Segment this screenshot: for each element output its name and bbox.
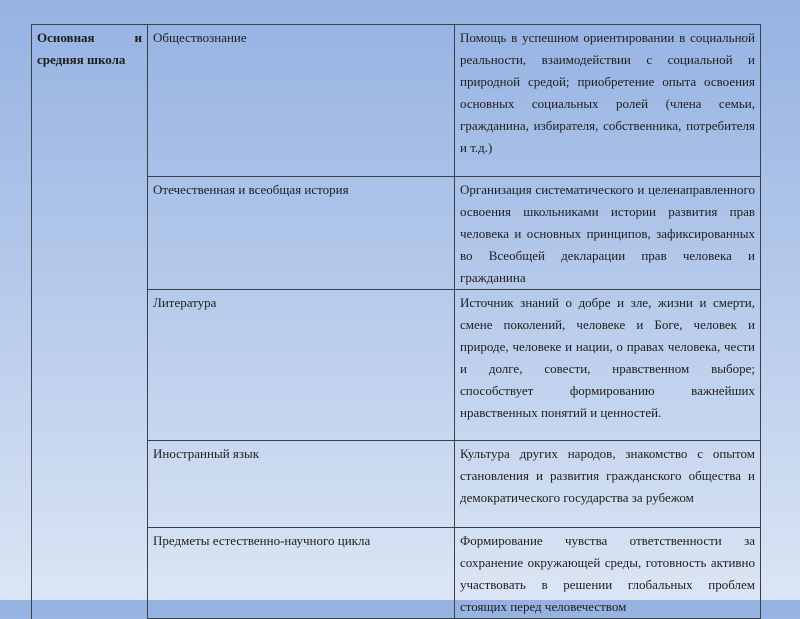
description-cell: Формирование чувства ответственности за сохранение окружающей среды, готовность активно участвовать в решении глобальных проблем стоящих перед человечеством (455, 528, 761, 619)
subject-cell: Предметы естественно-научного цикла (148, 528, 455, 619)
subject-cell: Иностранный язык (148, 441, 455, 528)
description-cell: Источник знаний о добре и зле, жизни и смерти, смене поколений, человеке и Боге, человек и природе, человеке и нации, о правах человека, чести и долге, совести, нравственном выборе; способствует формированию важнейших нравственных понятий и ценностей. (455, 290, 761, 441)
table-row (32, 25, 761, 177)
subject-cell: Литература (148, 290, 455, 441)
description-cell: Культура других народов, знакомство с опытом становления и развития гражданского общества и демократического государства за рубежом (455, 441, 761, 528)
description-cell: Помощь в успешном ориентировании в социальной реальности, взаимодействии с социальной и природной средой; приобретение опыта освоения основных социальных ролей (члена семьи, гражданина, избирателя, собственника, потребителя и т.д.) (455, 25, 761, 177)
subjects-table (31, 24, 761, 619)
description-cell: Организация систематического и целенаправленного освоения школьниками истории развития прав человека и основных принципов, зафиксированных во Всеобщей декларации прав человека и гражданина (455, 177, 761, 290)
subject-cell: Отечественная и всеобщая история (148, 177, 455, 290)
school-level-cell: Основная и средняя школа (32, 25, 148, 619)
subject-cell: Обществознание (148, 25, 455, 177)
